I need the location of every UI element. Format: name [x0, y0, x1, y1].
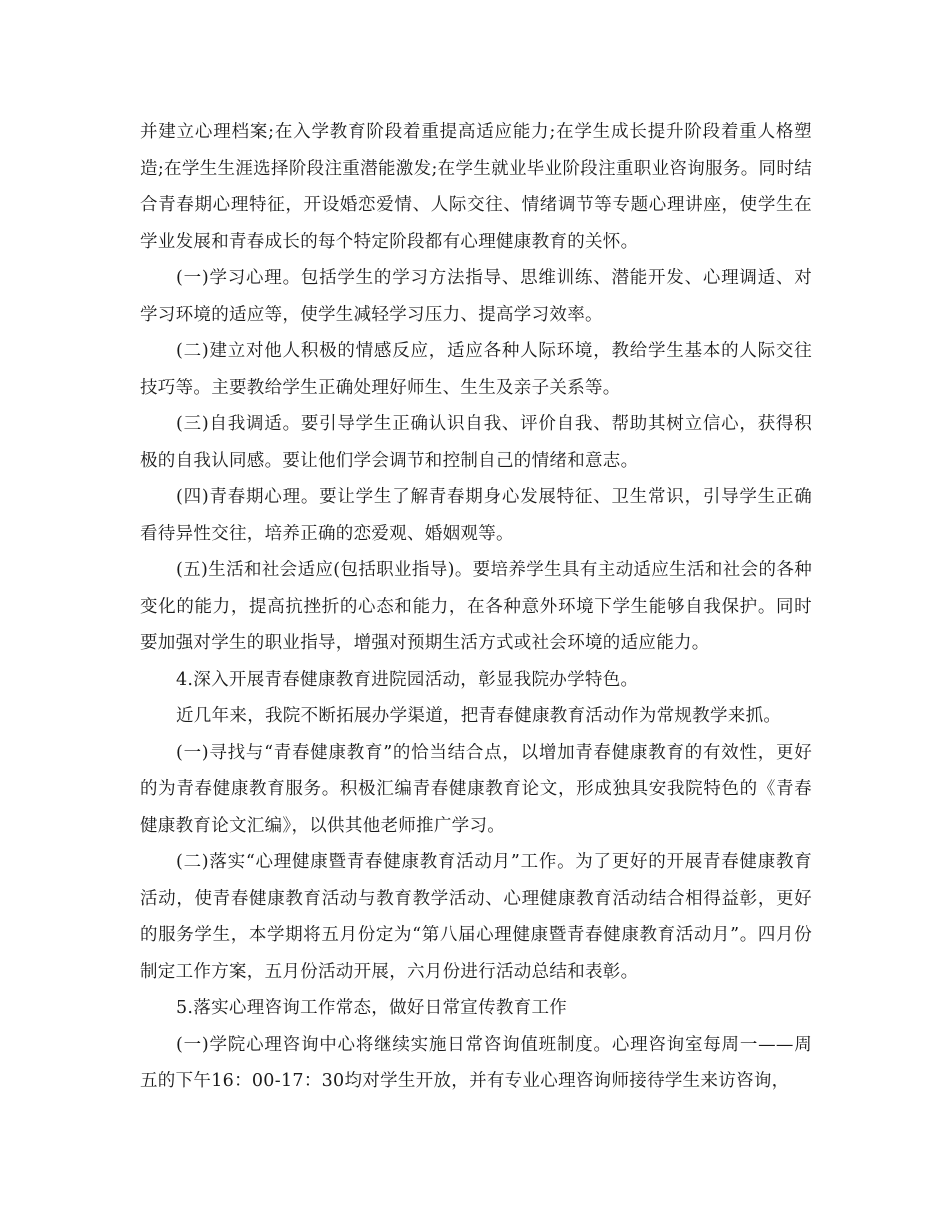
paragraph-self-adjustment: (三)自我调适。要引导学生正确认识自我、评价自我、帮助其树立信心，获得积极的自我认同感。要让他们学会调节和控制自己的情绪和意志。 — [140, 414, 812, 471]
paragraph-combination-point: (一)寻找与“青春健康教育”的恰当结合点，以增加青春健康教育的有效性，更好的为青春健康教育服务。积极汇编青春健康教育论文，形成独具安我院特色的《青春健康教育论文汇编》，以供其他老师推广学习。 — [140, 742, 812, 836]
paragraph-activity-month: (二)落实“心理健康暨青春健康教育活动月”工作。为了更好的开展青春健康教育活动，使青春健康教育活动与教育教学活动、心理健康教育活动结合相得益彰，更好的服务学生，本学期将五月份定为“第八届心理健康暨青春健康教育活动月”。四月份制定工作方案，五月份活动开展，六月份进行活动总结和表彰。 — [140, 852, 812, 982]
paragraph-continued: 并建立心理档案;在入学教育阶段着重提高适应能力;在学生成长提升阶段着重人格塑造;在学生生涯选择阶段注重潜能激发;在学生就业毕业阶段注重职业咨询服务。同时结合青春期心理特征，开设婚恋爱情、人际交往、情绪调节等专题心理讲座，使学生在学业发展和青春成长的每个特定阶段都有心理健康教育的关怀。 — [140, 122, 812, 252]
section-heading-4: 4.深入开展青春健康教育进院园活动，彰显我院办学特色。 — [176, 669, 639, 690]
paragraph-social-adaptation: (五)生活和社会适应(包括职业指导)。要培养学生具有主动适应生活和社会的各种变化的能力，提高抗挫折的心态和能力，在各种意外环境下学生能够自我保护。同时要加强对学生的职业指导，增强对预期生活方式或社会环境的适应能力。 — [140, 560, 812, 653]
paragraph-study-psychology: (一)学习心理。包括学生的学习方法指导、思维训练、潜能开发、心理调适、对学习环境的适应等，使学生减轻学习压力、提高学习效率。 — [140, 268, 812, 325]
paragraph-recent-years: 近几年来，我院不断拓展办学渠道，把青春健康教育活动作为常规教学来抓。 — [176, 706, 782, 726]
document-body — [140, 114, 812, 1100]
paragraph-adolescent-psychology: (四)青春期心理。要让学生了解青春期身心发展特征、卫生常识，引导学生正确看待异性交往，培养正确的恋爱观、婚姻观等。 — [140, 487, 812, 544]
paragraph-counseling-center: (一)学院心理咨询中心将继续实施日常咨询值班制度。心理咨询室每周一——周五的下午16：00-17：30均对学生开放，并有专业心理咨询师接待学生来访咨询， — [140, 1034, 812, 1091]
section-heading-5: 5.落实心理咨询工作常态，做好日常宣传教育工作 — [176, 998, 568, 1018]
paragraph-interpersonal: (二)建立对他人积极的情感反应，适应各种人际环境，教给学生基本的人际交往技巧等。主要教给学生正确处理好师生、生生及亲子关系等。 — [140, 341, 812, 398]
